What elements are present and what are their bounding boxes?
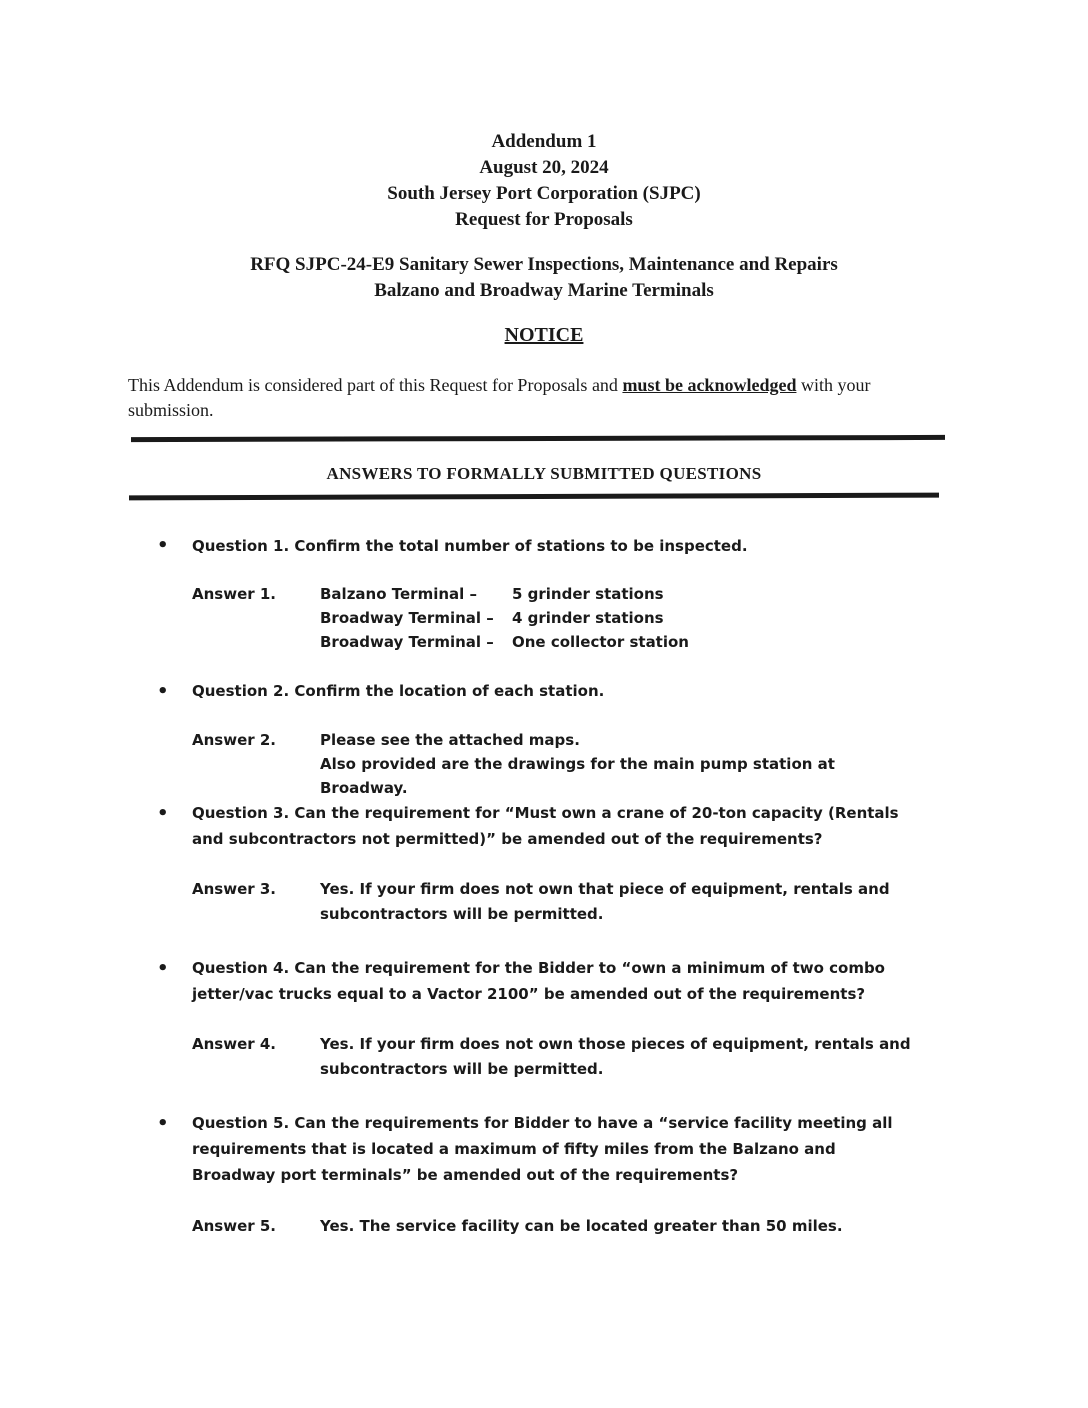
question-text: Question 2. Confirm the location of each station. bbox=[192, 682, 605, 700]
answer-label: Answer 2. bbox=[192, 731, 277, 749]
answer-text: Yes. The service facility can be located greater than 50 miles. bbox=[320, 1217, 843, 1235]
addendum-title: Addendum 1 bbox=[491, 131, 597, 152]
bullet-icon: • bbox=[157, 1113, 169, 1134]
section-heading: ANSWERS TO FORMALLY SUBMITTED QUESTIONS bbox=[326, 464, 762, 483]
question-text: Question 4. Can the requirement for the Bidder to “own a minimum of two combo jetter/vac trucks equal to a Vactor 2100” be amended out of the requirements? bbox=[192, 959, 885, 1003]
answer-line: Please see the attached maps. bbox=[320, 731, 580, 749]
rfq-header bbox=[0, 252, 1088, 304]
station-terminal: Broadway Terminal – bbox=[320, 633, 494, 651]
answer-label: Answer 1. bbox=[192, 585, 277, 603]
bullet-icon: • bbox=[157, 958, 169, 979]
station-row bbox=[320, 630, 920, 654]
answer-label: Answer 3. bbox=[192, 880, 277, 898]
notice-emphasis: must be acknowledged bbox=[622, 375, 797, 395]
section-rule-top bbox=[131, 435, 945, 442]
answer-stations bbox=[320, 582, 920, 654]
section-rule-bottom bbox=[129, 493, 939, 501]
document-type: Request for Proposals bbox=[455, 209, 633, 230]
station-terminal: Balzano Terminal – bbox=[320, 585, 478, 603]
addendum-date: August 20, 2024 bbox=[479, 157, 609, 178]
question-text: Question 1. Confirm the total number of stations to be inspected. bbox=[192, 537, 748, 555]
answer-label: Answer 5. bbox=[192, 1217, 277, 1235]
document-header bbox=[0, 129, 1088, 233]
notice-paragraph bbox=[128, 373, 958, 423]
answer-text: Yes. If your firm does not own those pieces of equipment, rentals and subcontractors will be permitted. bbox=[320, 1035, 911, 1078]
notice-text-start: This Addendum is considered part of this Request for Proposals and bbox=[128, 375, 623, 395]
station-row bbox=[320, 582, 920, 606]
station-detail: 5 grinder stations bbox=[512, 585, 664, 603]
question-text: Question 5. Can the requirements for Bidder to have a “service facility meeting all requirements that is located a maximum of fifty miles from the Balzano and Broadway port terminals” be amended out of the requirements? bbox=[192, 1114, 893, 1184]
answer-text bbox=[320, 728, 920, 800]
bullet-icon: • bbox=[157, 681, 169, 702]
station-terminal: Broadway Terminal – bbox=[320, 609, 494, 627]
bullet-icon: • bbox=[157, 535, 169, 556]
answer-line: Also provided are the drawings for the main pump station at Broadway. bbox=[320, 755, 835, 797]
station-detail: 4 grinder stations bbox=[512, 609, 664, 627]
question-text: Question 3. Can the requirement for “Must own a crane of 20-ton capacity (Rentals and subcontractors not permitted)” be amended out of the requirements? bbox=[192, 804, 899, 848]
rfq-subtitle: Balzano and Broadway Marine Terminals bbox=[374, 280, 714, 301]
station-row bbox=[320, 606, 920, 630]
answer-text: Yes. If your firm does not own that piece of equipment, rentals and subcontractors will be permitted. bbox=[320, 880, 890, 923]
notice-text-end: with your submission. bbox=[128, 375, 871, 420]
rfq-title: RFQ SJPC-24-E9 Sanitary Sewer Inspections, Maintenance and Repairs bbox=[250, 254, 838, 275]
station-detail: One collector station bbox=[512, 633, 689, 651]
answer-label: Answer 4. bbox=[192, 1035, 277, 1053]
bullet-icon: • bbox=[157, 803, 169, 824]
organization-name: South Jersey Port Corporation (SJPC) bbox=[387, 183, 701, 204]
notice-heading: NOTICE bbox=[504, 324, 584, 346]
